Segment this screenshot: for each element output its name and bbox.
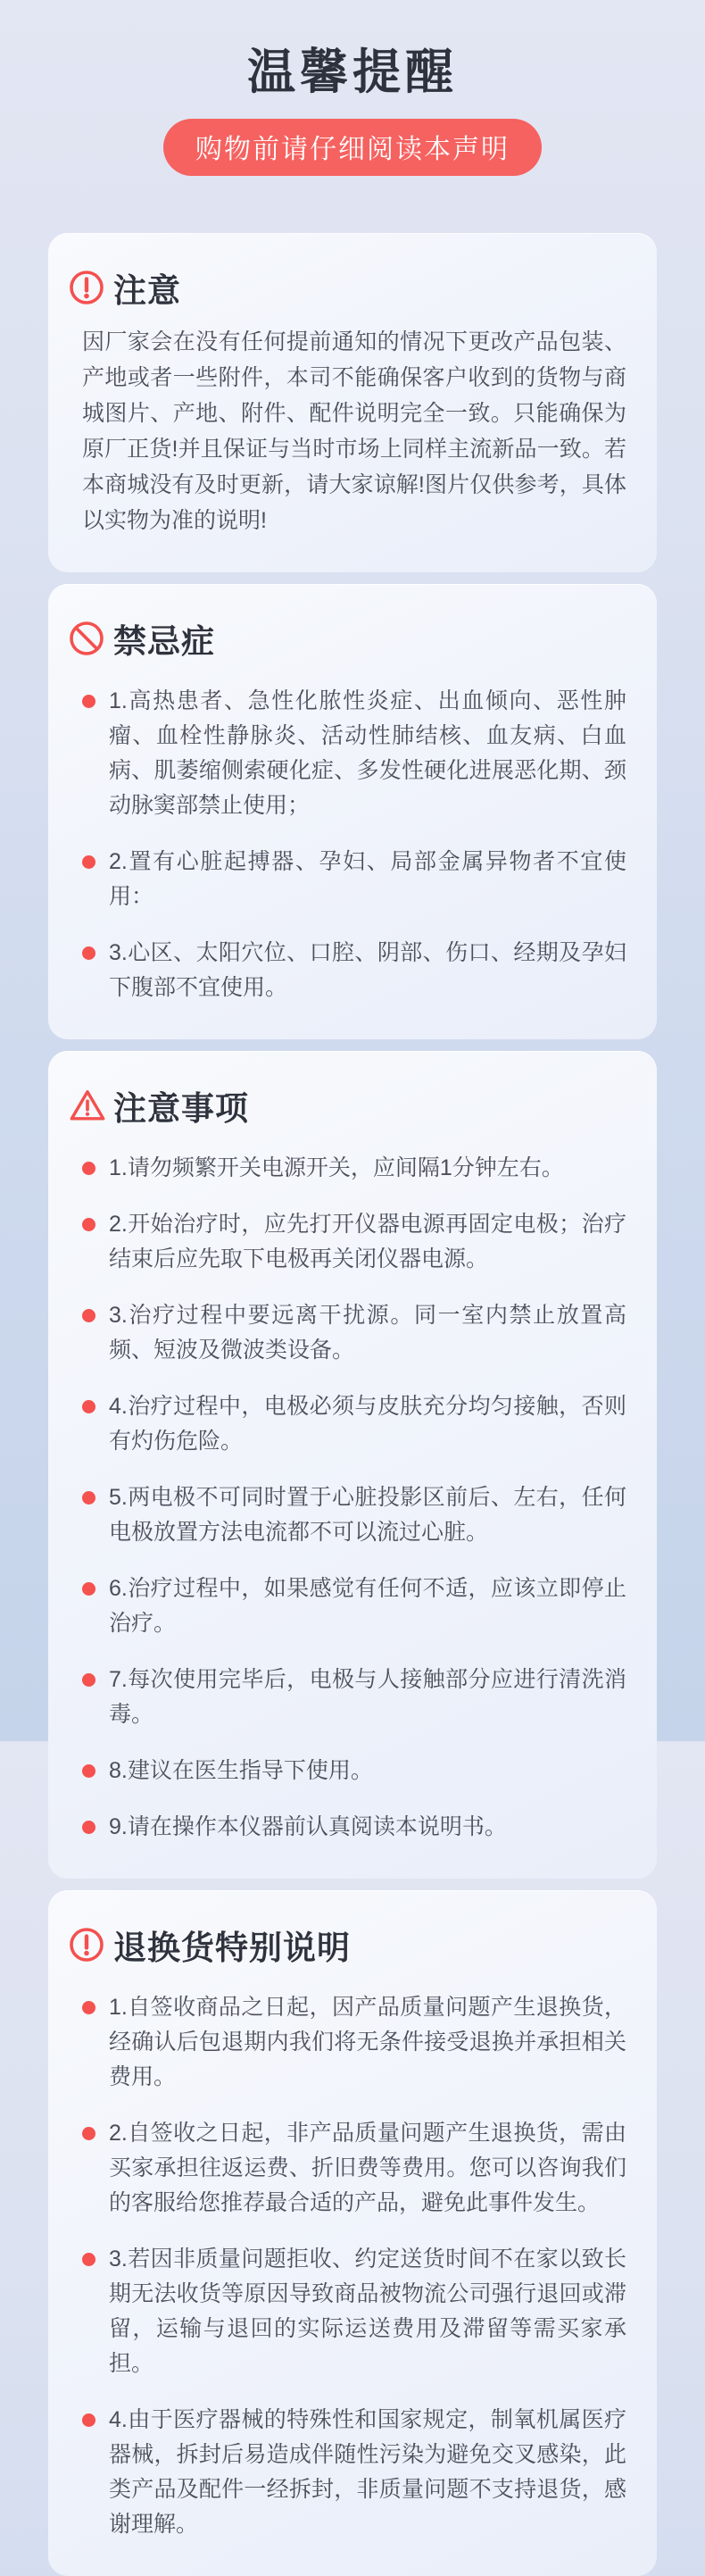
alert-circle-icon [68, 1926, 105, 1963]
list-item-text: 2.开始治疗时，应先打开仪器电源再固定电极；治疗结束后应先取下电极再关闭仪器电源。 [109, 1212, 626, 1271]
card-precautions-header [68, 1081, 626, 1130]
returns-list [82, 1990, 626, 2542]
list-item-text: 2.置有心脏起搏器、孕妇、局部金属异物者不宜使用： [109, 849, 626, 909]
card-contraindications-header [68, 614, 626, 663]
list-item-text: 2.自签收之日起，非产品质量问题产生退换货，需由买家承担往返运费、折旧费等费用。您可以咨询我们的客服给您推荐最合适的产品，避免此事件发生。 [109, 2121, 626, 2215]
bullet-dot-icon [82, 2253, 95, 2266]
prohibition-icon [68, 620, 105, 657]
list-item-text: 1.请勿频繁开关电源开关，应间隔1分钟左右。 [109, 1155, 564, 1180]
card-contraindications [48, 584, 657, 1039]
list-item [82, 1480, 626, 1550]
bullet-dot-icon [82, 1218, 95, 1231]
list-item-text: 5.两电极不可同时置于心脏投影区前后、左右，任何电极放置方法电流都不可以流过心脏。 [109, 1485, 626, 1545]
list-item [82, 1663, 626, 1732]
bullet-dot-icon [82, 2413, 95, 2427]
bullet-dot-icon [82, 1582, 95, 1596]
list-item [82, 1571, 626, 1641]
bullet-dot-icon [82, 2001, 95, 2014]
list-item-text: 3.心区、太阳穴位、口腔、阴部、伤口、经期及孕妇下腹部不宜使用。 [109, 940, 626, 1000]
bullet-dot-icon [82, 1764, 95, 1778]
list-item [82, 2116, 626, 2221]
list-item [82, 936, 626, 1005]
list-item-text: 1.自签收商品之日起，因产品质量问题产生退换货，经确认后包退期内我们将无条件接受退换并承担相关费用。 [109, 1995, 626, 2089]
list-item [82, 684, 626, 823]
bullet-dot-icon [82, 2127, 95, 2140]
list-item [82, 1389, 626, 1459]
warning-triangle-icon [68, 1087, 105, 1124]
contraindications-list [82, 684, 626, 1005]
notice-cards [48, 233, 657, 2576]
bullet-dot-icon [82, 1400, 95, 1413]
list-item-text: 4.治疗过程中，电极必须与皮肤充分均匀接触，否则有灼伤危险。 [109, 1394, 626, 1454]
list-item [82, 1207, 626, 1277]
list-item [82, 1810, 626, 1845]
bullet-dot-icon [82, 1673, 95, 1687]
list-item [82, 1151, 626, 1186]
list-item [82, 1298, 626, 1368]
list-item-text: 8.建议在医生指导下使用。 [109, 1758, 373, 1783]
reminder-page [0, 34, 705, 2576]
page-title: 温馨提醒 [247, 46, 458, 99]
list-item [82, 1990, 626, 2095]
bullet-dot-icon [82, 1821, 95, 1834]
card-returns [48, 1890, 657, 2576]
bullet-dot-icon [82, 1491, 95, 1505]
bullet-dot-icon [82, 946, 95, 960]
card-notice [48, 233, 657, 572]
card-returns-header [68, 1921, 626, 1969]
card-notice-paragraph: 因厂家会在没有任何提前通知的情况下更改产品包装、产地或者一些附件，本司不能确保客户收到的货物与商城图片、产地、附件、配件说明完全一致。只能确保为原厂正货!并且保证与当时市场上同样主流新品一致。若本商城没有及时更新，请大家谅解!图片仅供参考，具体以实物为准的说明! [82, 329, 626, 533]
card-contraindications-title: 禁忌症 [113, 623, 215, 660]
list-item [82, 2242, 626, 2381]
precautions-list [82, 1151, 626, 1845]
list-item [82, 2403, 626, 2542]
list-item-text: 1.高热患者、急性化脓性炎症、出血倾向、恶性肿瘤、血栓性静脉炎、活动性肺结核、血友病、白血病、肌萎缩侧索硬化症、多发性硬化进展恶化期、颈动脉窦部禁止使用； [109, 688, 626, 818]
card-returns-title: 退换货特别说明 [113, 1930, 351, 1966]
alert-circle-icon [68, 269, 105, 306]
list-item-text: 3.若因非质量问题拒收、约定送货时间不在家以致长期无法收货等原因导致商品被物流公司强行退回或滞留，运输与退回的实际运送费用及滞留等需买家承担。 [109, 2247, 626, 2376]
bullet-dot-icon [82, 1162, 95, 1175]
list-item-text: 7.每次使用完毕后，电极与人接触部分应进行清洗消毒。 [109, 1667, 626, 1727]
list-item [82, 845, 626, 914]
list-item [82, 1754, 626, 1788]
list-item-text: 9.请在操作本仪器前认真阅读本说明书。 [109, 1814, 507, 1839]
read-statement-pill: 购物前请仔细阅读本声明 [163, 119, 542, 176]
bullet-dot-icon [82, 855, 95, 869]
bullet-dot-icon [82, 695, 95, 708]
list-item-text: 4.由于医疗器械的特殊性和国家规定，制氧机属医疗器械，拆封后易造成伴随性污染为避免交叉感染，此类产品及配件一经拆封，非质量问题不支持退货，感谢理解。 [109, 2407, 626, 2537]
card-precautions-title: 注意事项 [113, 1090, 249, 1127]
list-item-text: 6.治疗过程中，如果感觉有任何不适，应该立即停止治疗。 [109, 1576, 626, 1636]
bullet-dot-icon [82, 1309, 95, 1322]
card-notice-header [68, 263, 626, 312]
card-notice-title: 注意 [113, 272, 181, 309]
list-item-text: 3.治疗过程中要远离干扰源。同一室内禁止放置高频、短波及微波类设备。 [109, 1303, 626, 1363]
card-precautions [48, 1051, 657, 1879]
